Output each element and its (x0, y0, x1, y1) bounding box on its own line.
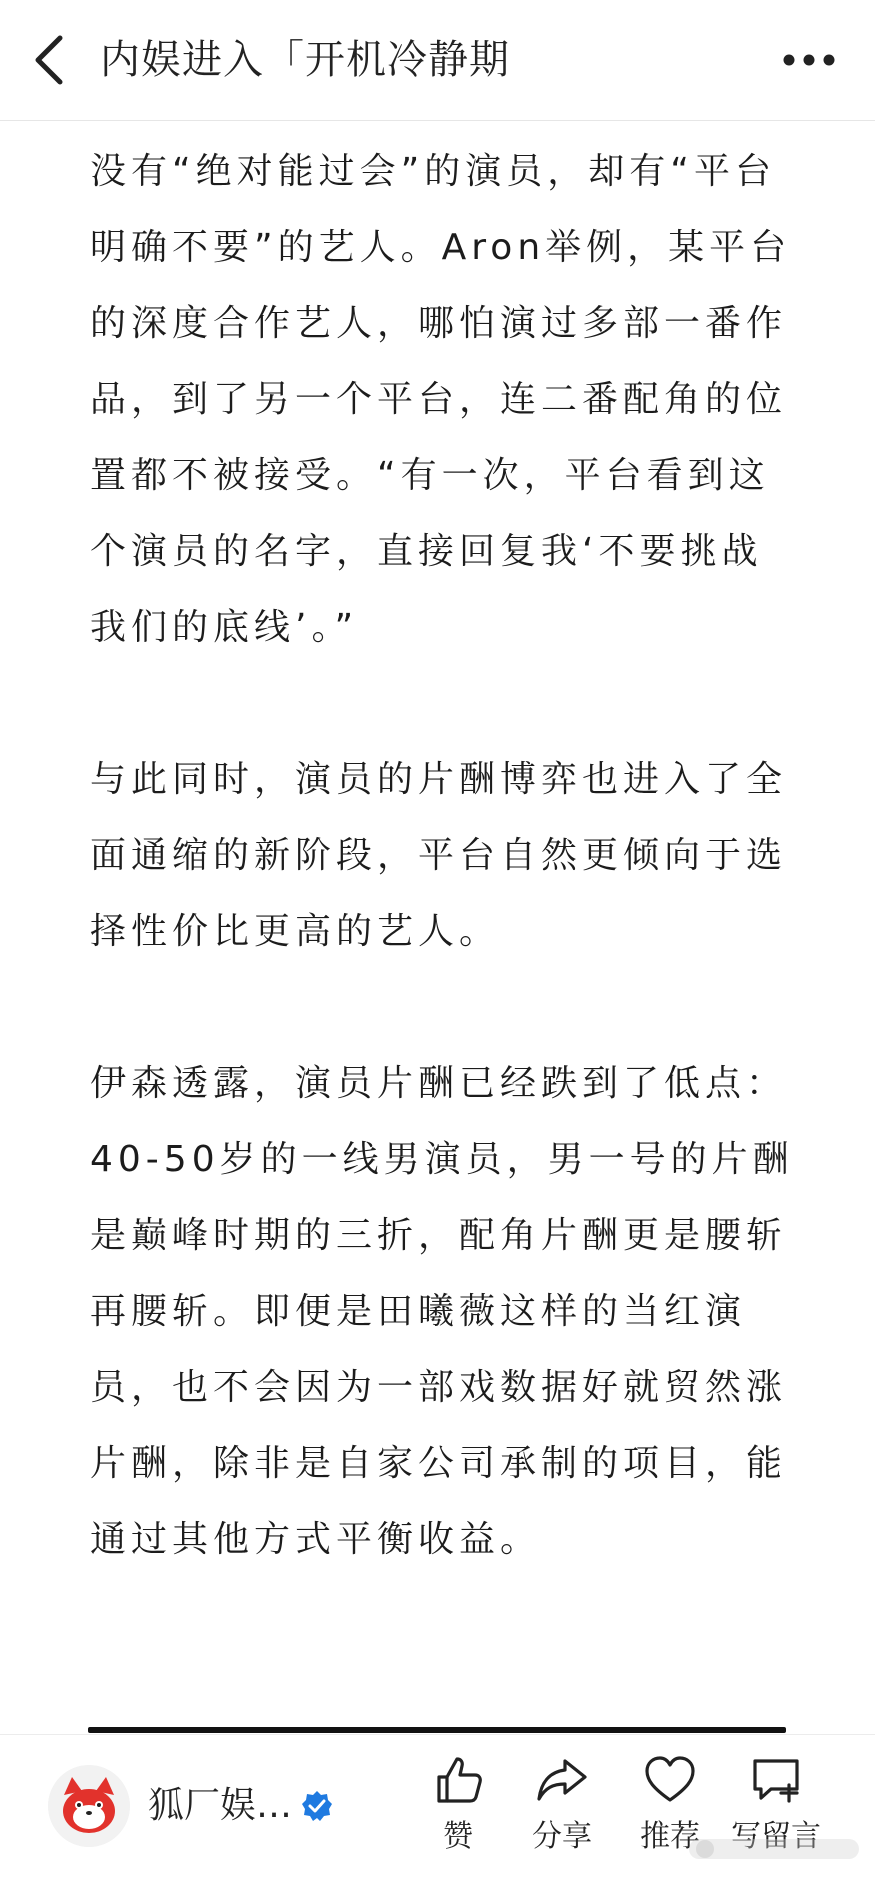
like-label: 赞 (443, 1819, 473, 1854)
article-paragraph: 伊森透露，演员片酬已经跌到了低点：40-50岁的一线男演员，男一号的片酬是巅峰时期的三折，配角片酬更是腰斩再腰斩。即便是田曦薇这样的当红演员，也不会因为一部戏数据好就贸然涨片酬，除非是自家公司承制的项目，能通过其他方式平衡收益。 (90, 1063, 794, 1560)
author-avatar[interactable] (48, 1765, 130, 1847)
more-options-button[interactable] (777, 38, 841, 82)
share-button[interactable] (512, 1753, 612, 1873)
fox-avatar-icon (48, 1765, 130, 1847)
heart-icon (643, 1753, 697, 1807)
write-comment-label: 写留言 (731, 1819, 821, 1854)
content-divider (88, 1727, 786, 1733)
article-body (90, 134, 800, 1578)
share-arrow-icon (535, 1753, 589, 1807)
bottom-action-bar (0, 1734, 875, 1879)
more-dots-icon (777, 38, 841, 82)
watermark-icon (689, 1833, 859, 1865)
top-nav-bar (0, 0, 875, 121)
verified-badge (300, 1789, 334, 1823)
back-button[interactable] (26, 28, 76, 92)
chevron-left-icon (26, 28, 76, 92)
share-label: 分享 (532, 1819, 592, 1854)
watermark-overlay (689, 1833, 859, 1865)
thumbs-up-icon (431, 1753, 485, 1807)
author-name[interactable]: 狐厂娱… (148, 1785, 293, 1826)
comment-add-icon (749, 1753, 803, 1807)
article-paragraph: 与此同时，演员的片酬博弈也进入了全面通缩的新阶段，平台自然更倾向于选择性价比更高的艺人。 (90, 759, 788, 952)
like-button[interactable] (408, 1753, 508, 1873)
page-title: 内娱进入「开机冷静期 (100, 37, 510, 83)
recommend-label: 推荐 (640, 1819, 700, 1854)
verified-badge-icon (300, 1789, 334, 1823)
article-paragraph: 没有“绝对能过会”的演员，却有“平台明确不要”的艺人。Aron举例，某平台的深度合作艺人，哪怕演过多部一番作品，到了另一个平台，连二番配角的位置都不被接受。“有一次，平台看到这个演员的名字，直接回复我‘不要挑战我们的底线’。” (90, 151, 792, 648)
